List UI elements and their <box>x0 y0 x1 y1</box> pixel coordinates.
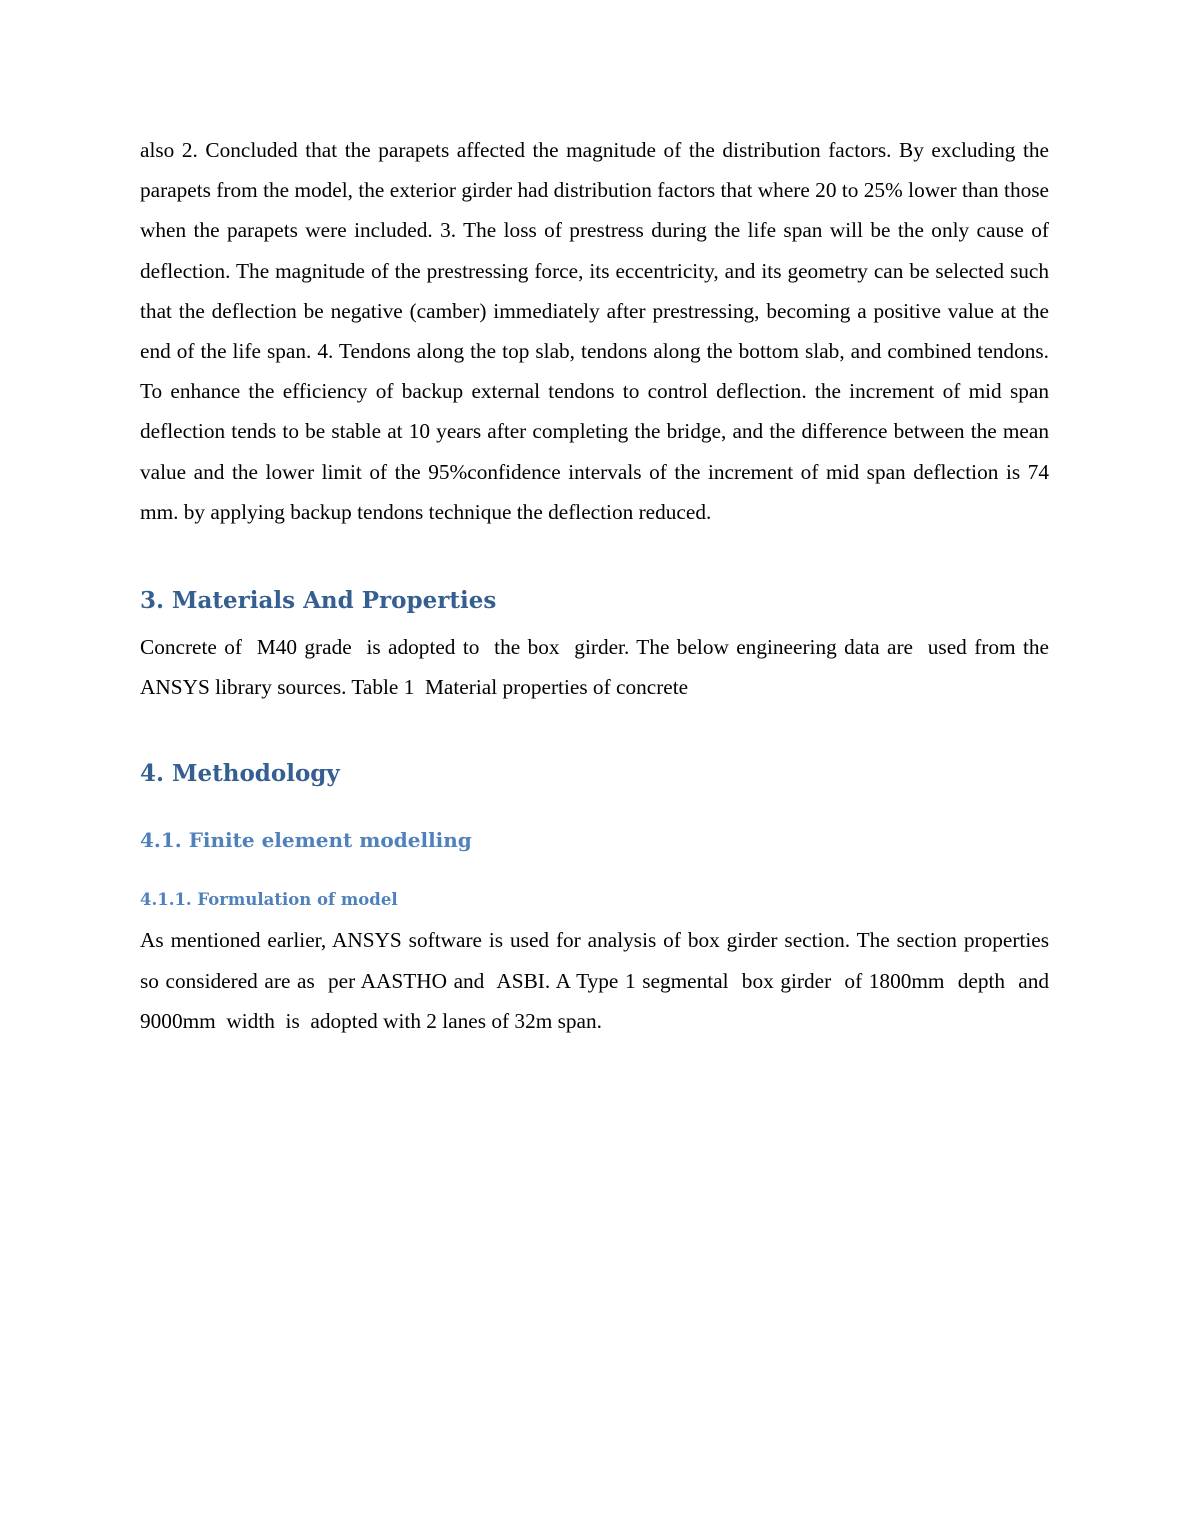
document-page <box>140 130 1060 1041</box>
section-4-1-heading: 4.1. Finite element modelling <box>140 828 472 853</box>
section-3-heading: 3. Materials And Properties <box>140 587 497 615</box>
section-4-1-1-heading: 4.1.1. Formulation of model <box>140 890 398 910</box>
section-3-paragraph: Concrete of M40 grade is adopted to the box girder. The below engineering data are used from the ANSYS library sources. Table 1 Material properties of concrete <box>140 635 1060 700</box>
section-4-1-1-paragraph: As mentioned earlier, ANSYS software is used for analysis of box girder section. The section properties so considered are as per AASTHO and ASBI. A Type 1 segmental box girder of 1800mm depth and 9000mm width is adopted with 2 lanes of 32m span. <box>140 928 1060 1033</box>
section-4-heading: 4. Methodology <box>140 760 340 788</box>
intro-paragraph: also 2. Concluded that the parapets affected the magnitude of the distribution factors. By excluding the parapets from the model, the exterior girder had distribution factors that where 20 to 25% lower than those when the parapets were included. 3. The loss of prestress during the life span will be the only cause of deflection. The magnitude of the prestressing force, its eccentricity, and its geometry can be selected such that the deflection be negative (camber) immediately after prestressing, becoming a positive value at the end of the life span. 4. Tendons along the top slab, tendons along the bottom slab, and combined tendons. To enhance the efficiency of backup external tendons to control deflection. the increment of mid span deflection tends to be stable at 10 years after completing the bridge, and the difference between the mean value and the lower limit of the 95%confidence intervals of the increment of mid span deflection is 74 mm. by applying backup tendons technique the deflection reduced. <box>140 138 1055 524</box>
